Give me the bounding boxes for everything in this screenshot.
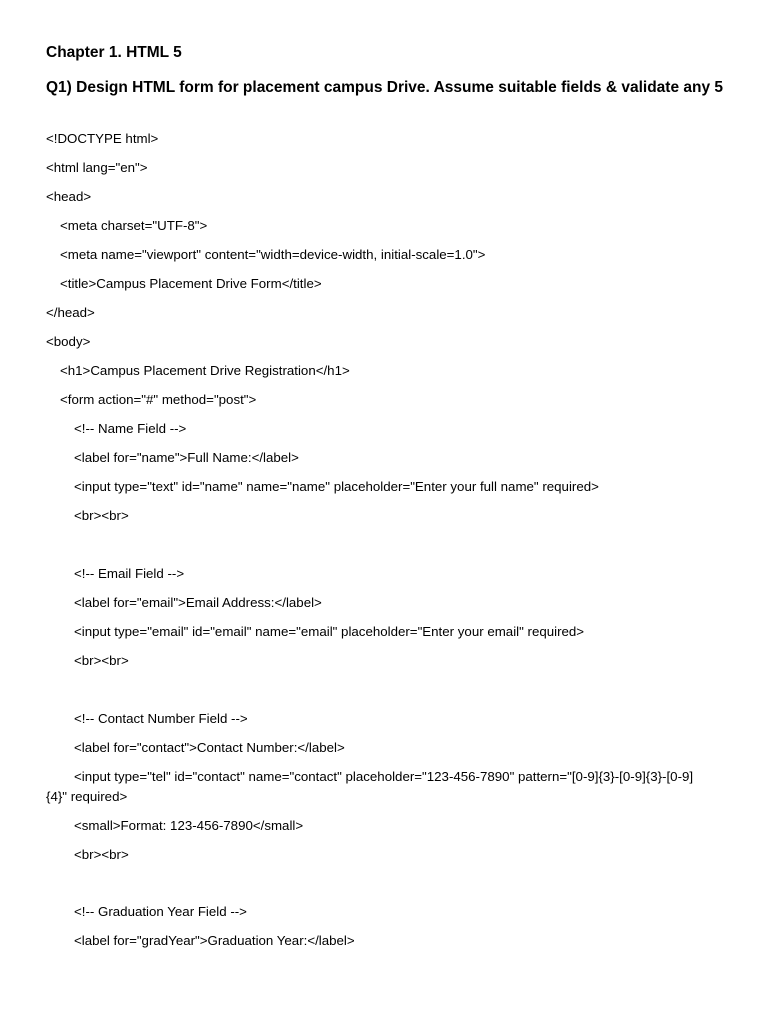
code-line-contact-label: <label for="contact">Contact Number:</label> [74, 740, 345, 755]
code-line-h1: <h1>Campus Placement Drive Registration</h1> [60, 363, 350, 378]
code-line-contact-format: <small>Format: 123-456-7890</small> [74, 818, 304, 833]
code-line-meta-viewport: <meta name="viewport" content="width=device-width, initial-scale=1.0"> [60, 247, 486, 262]
code-line-email-input: <input type="email" id="email" name="email" placeholder="Enter your email" required> [74, 624, 585, 639]
code-line-gradyear-comment: <!-- Graduation Year Field --> [74, 904, 247, 919]
code-line-name-comment: <!-- Name Field --> [74, 421, 187, 436]
code-line-name-input: <input type="text" id="name" name="name" placeholder="Enter your full name" required> [74, 479, 599, 494]
code-line-br-3: <br><br> [74, 847, 129, 862]
code-line-contact-comment: <!-- Contact Number Field --> [74, 711, 248, 726]
code-line-head-close: </head> [46, 305, 95, 320]
code-line-email-comment: <!-- Email Field --> [74, 566, 185, 581]
code-line-br-1: <br><br> [74, 508, 129, 523]
code-line-gradyear-label: <label for="gradYear">Graduation Year:</label> [74, 933, 355, 948]
code-line-email-label: <label for="email">Email Address:</label> [74, 595, 322, 610]
code-line-head-open: <head> [46, 189, 92, 204]
code-line-body-open: <body> [46, 334, 91, 349]
code-line-doctype: <!DOCTYPE html> [46, 131, 159, 146]
chapter-title: Chapter 1. HTML 5 [46, 44, 182, 61]
code-line-title: <title>Campus Placement Drive Form</title> [60, 276, 322, 291]
code-line-form-open: <form action="#" method="post"> [60, 392, 257, 407]
code-line-br-2: <br><br> [74, 653, 129, 668]
code-line-name-label: <label for="name">Full Name:</label> [74, 450, 299, 465]
code-line-contact-input: <input type="tel" id="contact" name="contact" placeholder="123-456-7890" pattern="[0-9]{3}-[0-9]{3}-[0-9]{4}" required> [46, 769, 694, 804]
question-heading: Q1) Design HTML form for placement campus Drive. Assume suitable fields & validate any 5 [46, 79, 724, 96]
code-line-html-open: <html lang="en"> [46, 160, 148, 175]
code-line-meta-charset: <meta charset="UTF-8"> [60, 218, 208, 233]
